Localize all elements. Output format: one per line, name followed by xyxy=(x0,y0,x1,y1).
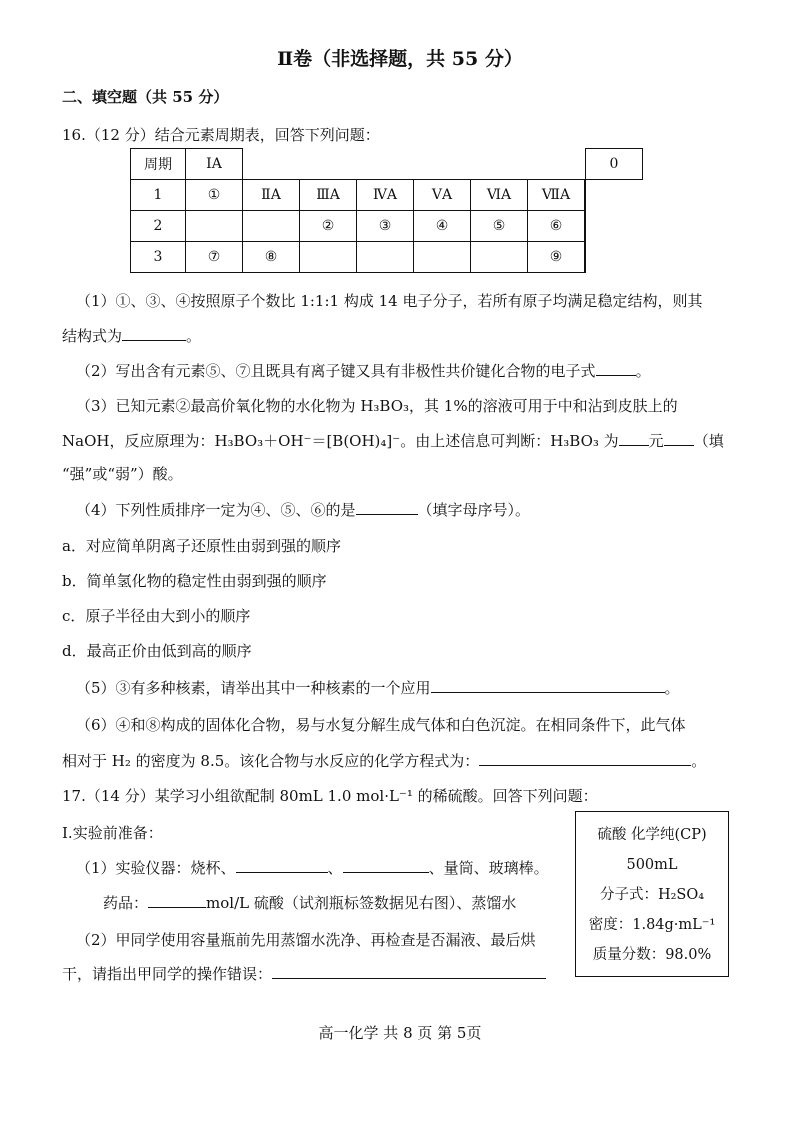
label-line: 密度：1.84g·mL⁻¹ xyxy=(588,917,716,933)
answer-blank[interactable] xyxy=(619,430,649,446)
table-cell: 周期 xyxy=(131,149,186,180)
page-footer: 高一化学 共 8 页 第 5页 xyxy=(318,1024,482,1042)
q17-part2-line2 xyxy=(62,963,546,984)
text: （1）实验仪器：烧杯、 xyxy=(76,859,236,877)
text: mol/L 硫酸（试剂瓶标签数据见右图）、蒸馏水 xyxy=(206,894,517,912)
text: 。 xyxy=(664,679,680,697)
table-row xyxy=(131,242,643,273)
q17-drug xyxy=(103,892,516,913)
table-cell: 0 xyxy=(586,149,643,180)
answer-blank[interactable] xyxy=(431,677,665,693)
page-title: Ⅱ卷（非选择题，共 55 分） xyxy=(277,48,523,70)
answer-blank[interactable] xyxy=(148,892,206,908)
text: （4）下列性质排序一定为④、⑤、⑥的是 xyxy=(76,501,356,519)
text: 、 xyxy=(327,859,343,877)
option-b: b．简单氢化物的稳定性由弱到强的顺序 xyxy=(62,572,327,590)
table-cell: ⅦA xyxy=(528,180,585,211)
label-line: 硫酸 化学纯(CP) xyxy=(597,827,707,843)
table-cell: ⅥA xyxy=(471,180,528,211)
q16-part1-line1: （1）①、③、④按照原子个数比 1:1:1 构成 14 电子分子，若所有原子均满足稳定结构，则其 xyxy=(76,292,703,310)
text: 结构式为 xyxy=(62,327,123,345)
table-cell xyxy=(585,242,586,273)
table-cell xyxy=(585,180,586,211)
table-cell: ⑨ xyxy=(528,242,585,273)
q16-part3-line3: “强”或“弱”）酸。 xyxy=(62,465,183,483)
table-cell: ⑧ xyxy=(243,242,300,273)
text: （2）写出含有元素⑤、⑦且既具有离子键又具有非极性共价键化合物的电子式 xyxy=(76,362,596,380)
periodic-table xyxy=(130,148,643,273)
text: 相对于 H₂ 的密度为 8.5。该化合物与水反应的化学方程式为： xyxy=(62,752,480,770)
answer-blank[interactable] xyxy=(664,430,694,446)
table-cell: ⅤA xyxy=(414,180,471,211)
section-heading: 二、填空题（共 55 分） xyxy=(62,88,229,106)
answer-blank[interactable] xyxy=(272,963,546,979)
answer-blank[interactable] xyxy=(596,360,636,376)
answer-blank[interactable] xyxy=(343,857,429,873)
label-line: 分子式：H₂SO₄ xyxy=(599,887,705,903)
table-cell: 2 xyxy=(131,211,186,242)
text: 药品： xyxy=(103,894,149,912)
option-a: a．对应简单阴离子还原性由弱到强的顺序 xyxy=(62,537,341,555)
q17-prep-heading: Ⅰ.实验前准备： xyxy=(62,824,163,842)
answer-blank[interactable] xyxy=(356,499,418,515)
answer-blank[interactable] xyxy=(236,857,328,873)
text: 干，请指出甲同学的操作错误： xyxy=(62,965,273,983)
table-cell xyxy=(585,211,586,242)
q16-part6-line1: （6）④和⑧构成的固体化合物，易与水复分解生成气体和白色沉淀。在相同条件下，此气体 xyxy=(76,716,686,734)
table-cell: 1 xyxy=(131,180,186,211)
table-cell: ③ xyxy=(357,211,414,242)
table-row xyxy=(131,180,643,211)
q17-stem: 17.（14 分）某学习小组欲配制 80mL 1.0 mol·L⁻¹ 的稀硫酸。回答下列问题： xyxy=(62,787,598,805)
table-row xyxy=(131,211,643,242)
q16-part6-line2 xyxy=(62,750,706,771)
option-c: c．原子半径由大到小的顺序 xyxy=(62,607,251,625)
table-cell: ⅣA xyxy=(357,180,414,211)
table-cell: ⅡA xyxy=(243,180,300,211)
table-cell: ④ xyxy=(414,211,471,242)
q16-part1-line2 xyxy=(62,325,201,346)
q16-stem: 16.（12 分）结合元素周期表，回答下列问题： xyxy=(62,126,380,144)
text: 。 xyxy=(186,327,202,345)
q16-part5 xyxy=(76,677,680,698)
q17-part1 xyxy=(76,857,549,878)
table-cell: ⑥ xyxy=(528,211,585,242)
text: （填字母序号）。 xyxy=(417,501,531,519)
table-cell xyxy=(186,211,243,242)
label-line: 质量分数：98.0% xyxy=(592,947,712,963)
table-cell xyxy=(414,242,471,273)
text: 。 xyxy=(691,752,707,770)
table-cell: ⑤ xyxy=(471,211,528,242)
table-cell xyxy=(471,242,528,273)
text: 元 xyxy=(648,432,664,450)
table-cell: ① xyxy=(186,180,243,211)
text: 、量筒、玻璃棒。 xyxy=(428,859,549,877)
option-d: d．最高正价由低到高的顺序 xyxy=(62,642,252,660)
label-line: 500mL xyxy=(626,857,678,873)
q17-part2-line1: （2）甲同学使用容量瓶前先用蒸馏水洗净、再检查是否漏液、最后烘 xyxy=(76,931,536,949)
answer-blank[interactable] xyxy=(122,325,186,341)
table-row xyxy=(131,149,643,180)
q16-part3-line1: （3）已知元素②最高价氧化物的水化物为 H₃BO₃，其 1%的溶液可用于中和沾到皮肤上的 xyxy=(76,397,678,415)
table-cell: 3 xyxy=(131,242,186,273)
answer-blank[interactable] xyxy=(479,750,691,766)
table-cell xyxy=(243,211,300,242)
text: NaOH，反应原理为：H₃BO₃＋OH⁻＝[B(OH)₄]⁻。由上述信息可判断：H₃BO₃ 为 xyxy=(62,432,619,450)
table-cell: ⅠA xyxy=(186,149,243,180)
text: 。 xyxy=(635,362,651,380)
table-cell xyxy=(300,242,357,273)
table-cell: ② xyxy=(300,211,357,242)
q16-part4 xyxy=(76,499,530,520)
text: （5）③有多种核素，请举出其中一种核素的一个应用 xyxy=(76,679,431,697)
table-cell: ⅢA xyxy=(300,180,357,211)
q16-part3-line2 xyxy=(62,430,724,451)
reagent-label xyxy=(575,811,729,977)
table-cell xyxy=(357,242,414,273)
text: （填 xyxy=(693,432,724,450)
q16-part2 xyxy=(76,360,651,381)
table-gap xyxy=(243,149,586,180)
table-cell: ⑦ xyxy=(186,242,243,273)
